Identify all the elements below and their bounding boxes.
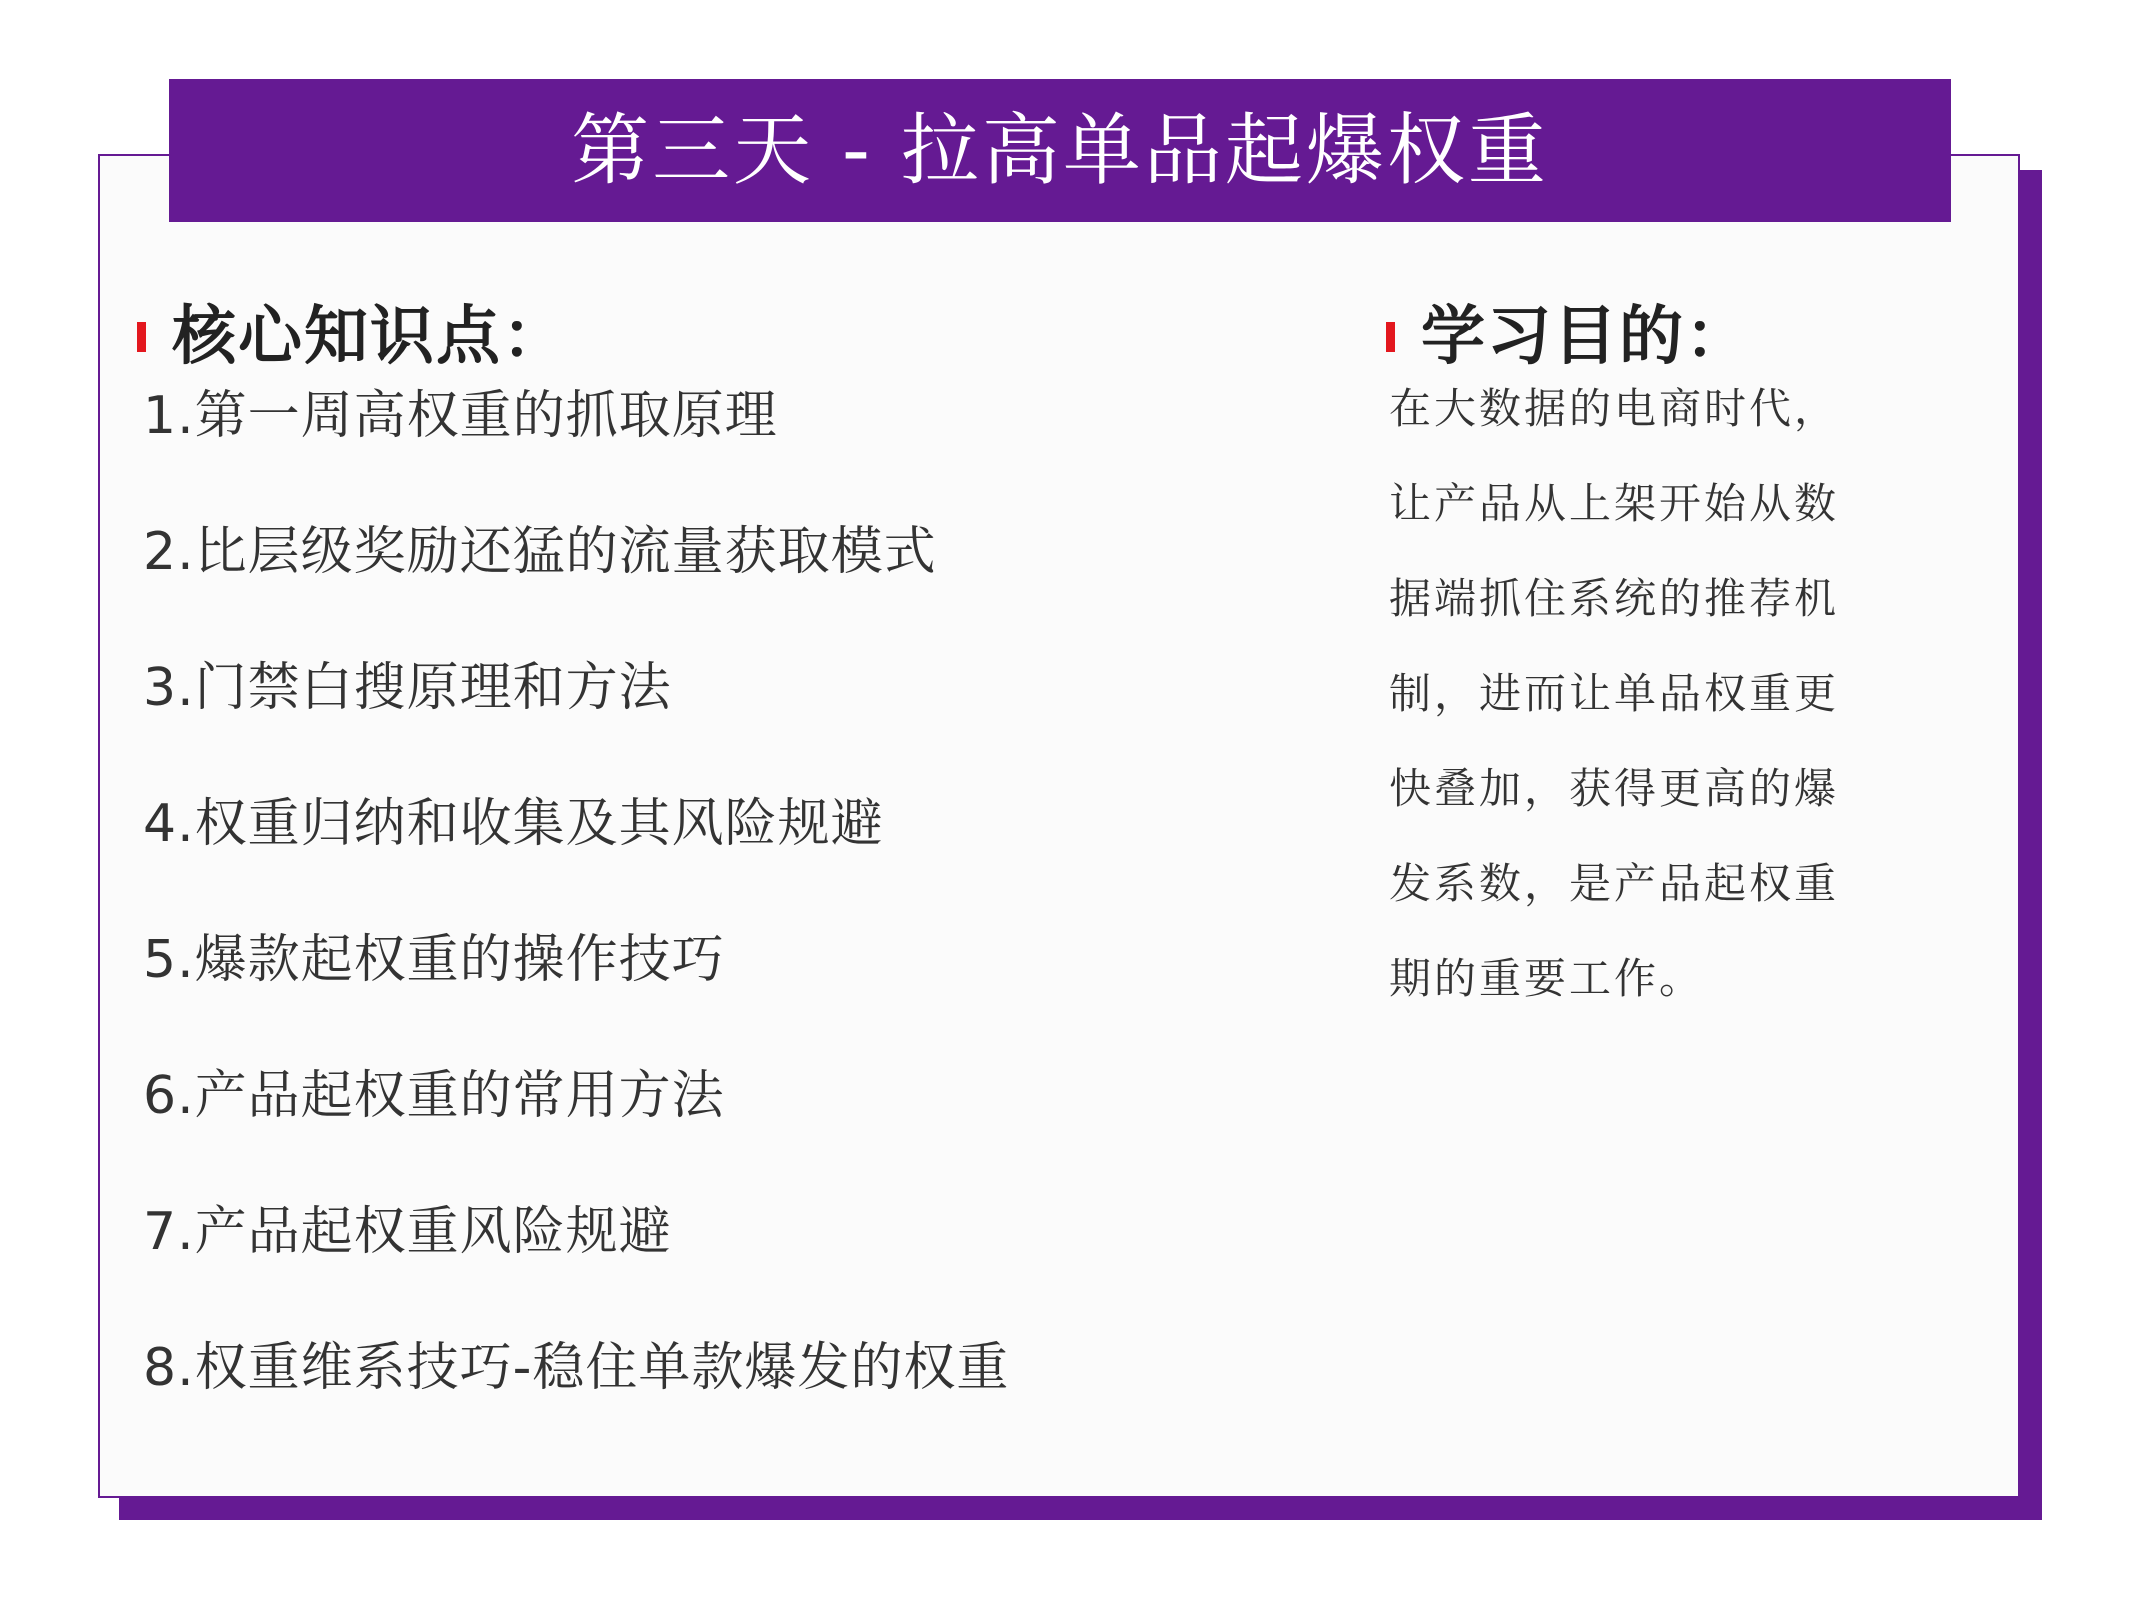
goal-text-line: 让产品从上架开始从数 xyxy=(1389,479,1840,528)
list-item: 7.产品起权重风险规避 xyxy=(143,1202,672,1262)
heading-marker xyxy=(137,322,146,352)
list-item: 1.第一周高权重的抓取原理 xyxy=(143,386,778,446)
list-item: 8.权重维系技巧-稳住单款爆发的权重 xyxy=(143,1338,1010,1398)
list-item: 4.权重归纳和收集及其风险规避 xyxy=(143,794,884,854)
goal-paragraph xyxy=(1389,384,1889,1053)
title-banner xyxy=(169,79,1951,222)
goal-section-heading xyxy=(1386,300,1751,374)
knowledge-list xyxy=(143,386,1010,1478)
goal-text-line: 快叠加，获得更高的爆 xyxy=(1389,764,1840,813)
knowledge-section-heading xyxy=(137,300,568,374)
heading-marker xyxy=(1386,322,1395,352)
goal-heading-text: 学习目的： xyxy=(1421,300,1751,374)
goal-text-line: 发系数，是产品起权重 xyxy=(1389,859,1840,908)
goal-text-line: 制，进而让单品权重更 xyxy=(1389,669,1840,718)
goal-text-line: 据端抓住系统的推荐机 xyxy=(1389,574,1840,623)
list-item: 2.比层级奖励还猛的流量获取模式 xyxy=(143,522,937,582)
list-item: 5.爆款起权重的操作技巧 xyxy=(143,930,725,990)
list-item: 3.门禁白搜原理和方法 xyxy=(143,658,672,718)
goal-text-line: 期的重要工作。 xyxy=(1389,954,1705,1003)
list-item: 6.产品起权重的常用方法 xyxy=(143,1066,725,1126)
knowledge-heading-text: 核心知识点： xyxy=(172,300,568,374)
page-title: 第三天 - 拉高单品起爆权重 xyxy=(571,105,1549,196)
goal-text-line: 在大数据的电商时代， xyxy=(1389,384,1840,433)
